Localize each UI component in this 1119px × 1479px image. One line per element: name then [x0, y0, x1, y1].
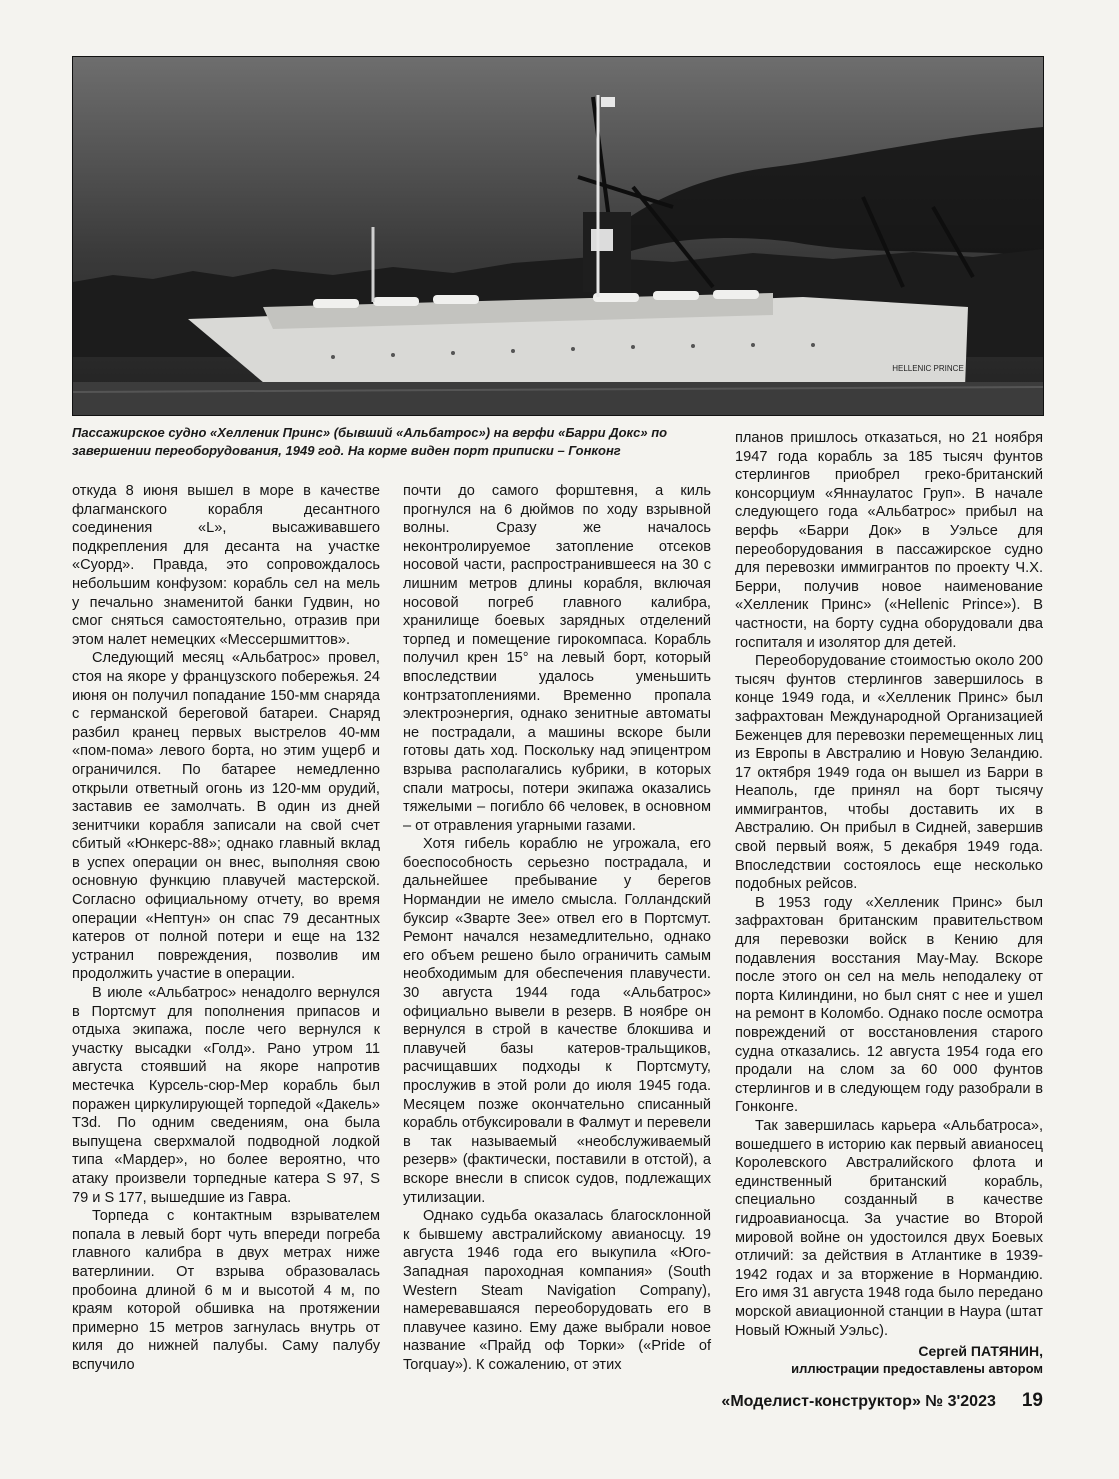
ship-photo [72, 56, 1044, 416]
paragraph: В июле «Альбатрос» ненадолго вернулся в Портсмут для пополнения припасов и отдыха экипажа, после чего вернулся к участку высадки «Голд». Рано утром 11 августа стоявший на якоре напротив местечка Курсель-сюр-Мер корабль был поражен циркулирующей торпедой «Дакель» T3d. По одним сведениям, она была выпущена сверхмалой подводной лодкой типа «Мардер», но более вероятно, что атаку произвели торпедные катера S 97, S 79 и S 177, вышедшие из Гавра. [72, 985, 380, 1206]
stern-lettering: HELLENIC PRINCE [892, 364, 964, 373]
magazine-title: «Моделист-конструктор» № 3'2023 [721, 1393, 996, 1410]
author-name: Сергей ПАТЯНИН, [918, 1343, 1043, 1360]
paragraph: откуда 8 июня вышел в море в качестве флагманского корабля десантного соединения «L», высаживавшего подкрепления для десанта на участке «Суорд». Правда, это сопровождалось небольшим конфузом: корабль сел на мель у печально знаменитой банки Гудвин, но смог сняться самостоятельно, отразив при этом налет немецких «Мессершмиттов». [72, 483, 380, 648]
paragraph: Торпеда с контактным взрывателем попала в левый борт чуть впереди погреба главного калибра в двух метрах ниже ватерлинии. От взрыва образовалась пробоина длиной 6 м и высотой 4 м, по краям которой обшивка на протяжении примерно 15 метров загнулась внутрь от киля до нижней палубы. Саму палубу вспучило [72, 1208, 380, 1373]
paragraph: В 1953 году «Хелленик Принс» был зафрахтован британским правительством для перевозки войск в Кению для подавления восстания Мау-Мау. Вскоре после этого он сел на мель неподалеку от порта Килиндини, но был снят с нее и ушел на ремонт в Коломбо. Однако после осмотра повреждений от восстановления старого судна отказались. 12 августа 1954 года его продали на слом за 60 000 фунтов стерлингов и в следующем году разобрали в Гонконге. [735, 894, 1043, 1116]
paragraph: Однако судьба оказалась благосклонной к бывшему австралийскому авианосцу. 19 августа 1946 года его выкупила «Юго-Западная пароходная компания» (South Western Steam Navigation Company), намеревавшаяся переоборудовать его в плавучее казино. Ему даже выбрали новое название «Прайд оф Торки» («Pride of Torquay»). К сожалению, от этих [403, 1208, 711, 1373]
paragraph: планов пришлось отказаться, но 21 ноября 1947 года корабль за 185 тысяч фунтов стерлингов приобрел греко-британский консорциум «Яннаулатос Груп». В начале следующего года «Альбатрос» прибыл на верфь «Барри Док» в Уэльсе для переоборудования в пассажирское судно для перевозки иммигрантов по проекту Ч.Х. Берри, получив новое наименование «Хелленик Принс» («Hellenic Prince»). В частности, на борту судна оборудовали два госпиталя и изолятор для детей. [735, 430, 1043, 651]
text-column-2 [403, 482, 711, 1375]
page-number: 19 [1021, 1390, 1043, 1411]
paragraph: Хотя гибель кораблю не угрожала, его боеспособность серьезно пострадала, и дальнейшее пребывание у берегов Нормандии не имело смысла. Голландский буксир «Зварте Зее» отвел его в Портсмут. Ремонт начался незамедлительно, однако его объем решено было ограничить самым необходимым для обеспечения плавучести. 30 августа 1944 года «Альбатрос» официально вывели в резерв. В ноябре он вернулся в строй в качестве блокшива и плавучей базы катеров-тральщиков, расчищавших подходы к Портсмуту, прослужив в этой роли до июля 1945 года. Месяцем позже окончательно списанный корабль отбуксировали в Фалмут и перевели в так называемый «необслуживаемый резерв» (фактически, поставили в отстой), а вскоре внесли в список судов, подлежащих утилизации. [403, 836, 711, 1206]
paragraph: почти до самого форштевня, а киль прогнулся на 6 дюймов по ходу взрывной волны. Сразу же началось неконтролируемое затопление отсеков носовой части, распространившееся на 30 с лишним метров длины корабля, включая носовой погреб главного калибра, хранилище боевых зарядных отделений торпед и помещение гирокомпаса. Корабль получил крен 15° на левый борт, который впоследствии удалось уменьшить контрзатоплениями. Временно пропала электроэнергия, однако зенитные автоматы не пострадали, а машины вскоре были готовы дать ход. Поскольку над эпицентром взрыва располагались кубрики, в которых спали матросы, потери экипажа оказались тяжелыми – погибло 66 человек, в основном – от отравления угарными газами. [403, 483, 711, 834]
page-footer [721, 1390, 1043, 1412]
paragraph: Переоборудование стоимостью около 200 тысяч фунтов стерлингов завершилось в конце 1949 года, и «Хелленик Принс» был зафрахтован Международной Организацией Беженцев для перевозки перемещенных лиц из Европы в Австралию и Новую Зеландию. 17 октября 1949 года он вышел из Барри в Неаполь, где принял на борт тысячу иммигрантов, чтобы доставить их в Австралию. Он прибыл в Сидней, завершив свой первый вояж, 5 декабря 1949 года. Впоследствии состоялось еще несколько подобных рейсов. [735, 653, 1043, 893]
illustration-credit: иллюстрации предоставлены автором [791, 1361, 1043, 1377]
paragraph: Так завершилась карьера «Альбатроса», вошедшего в историю как первый авианосец Королевского Австралийского флота и единственный британский корабль, специально созданный в качестве гидроавианосца. За участие во Второй мировой войне он удостоился двух Боевых отличий: за действия в Атлантике в 1939-1942 годах и за вторжение в Нормандию. Его имя 31 августа 1948 года было передано морской авиационной станции в Наура (штат Новый Южный Уэльс). [735, 1117, 1043, 1339]
text-column-1 [72, 482, 380, 1375]
text-column-3 [735, 429, 1043, 1378]
paragraph: Следующий месяц «Альбатрос» провел, стоя на якоре у французского побережья. 24 июня он получил попадание 150-мм снаряда с германской береговой батареи. Снаряд разбил кранец первых выстрелов 40-мм «пом-пома» левого борта, но этим ущерб и ограничился. По батарее немедленно открыли ответный огонь из 120-мм орудий, заставив ее замолчать. В один из дней зенитчики корабля записали на свой счет сбитый «Юнкерс-88»; однако главный вклад в успех операции он внес, выполняя свою основную функцию плавучей мастерской. Согласно официальному отчету, во время операции «Нептун» он спас 79 десантных катеров от полной потери и еще на 132 устранил повреждения, позволив им продолжить участие в операции. [72, 650, 380, 983]
author-signature [735, 1342, 1043, 1378]
photo-caption: Пассажирское судно «Хелленик Принс» (бывший «Альбатрос») на верфи «Барри Докс» по завершении переоборудования, 1949 год. На корме виден порт приписки – Гонконг [72, 425, 668, 458]
ship-photo-illustration [73, 57, 1043, 415]
